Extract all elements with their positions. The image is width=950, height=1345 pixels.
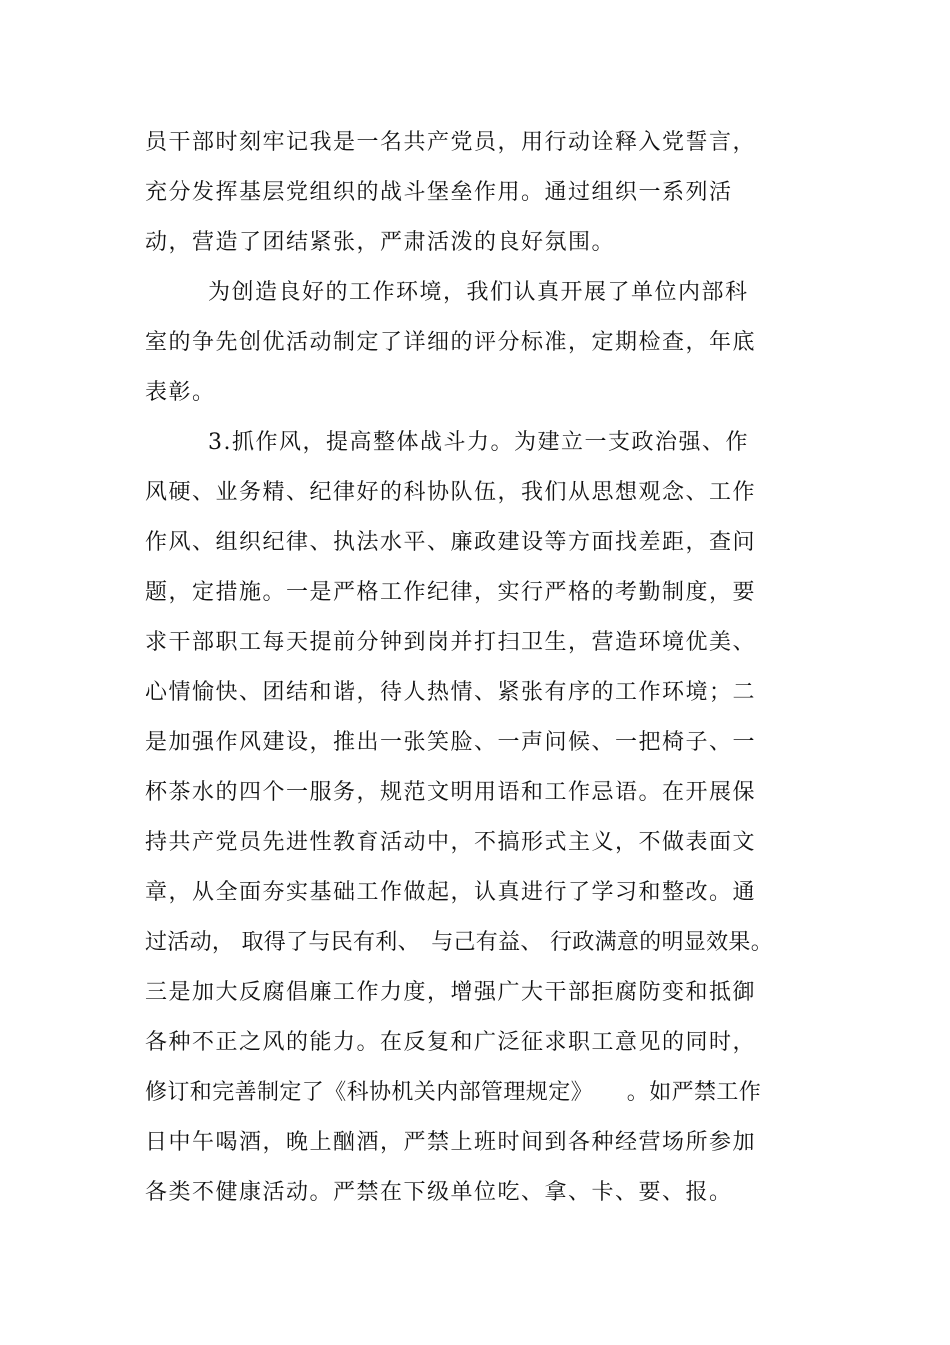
text-line: 心情愉快、团结和谐，待人热情、紧张有序的工作环境；二 [145, 680, 757, 705]
text-line: 动，营造了团结紧张，严肃活泼的良好氛围。 [145, 230, 616, 255]
text-line: 杯茶水的四个一服务，规范文明用语和工作忌语。在开展保 [145, 780, 757, 805]
text-line: 风硬、业务精、纪律好的科协队伍，我们从思想观念、工作 [145, 480, 757, 505]
text-line: 员干部时刻牢记我是一名共产党员，用行动诠释入党誓言， [145, 130, 757, 155]
text-line: 是加强作风建设，推出一张笑脸、一声问候、一把椅子、一 [145, 730, 757, 755]
text-line: 充分发挥基层党组织的战斗堡垒作用。通过组织一系列活 [145, 180, 733, 205]
text-line: 章，从全面夯实基础工作做起，认真进行了学习和整改。通 [145, 880, 757, 905]
text-line: 室的争先创优活动制定了详细的评分标准，定期检查，年底 [145, 330, 757, 355]
text-line: 日中午喝酒，晚上酗酒，严禁上班时间到各种经营场所参加 [145, 1130, 757, 1155]
text-line: 过活动， 取得了与民有利、 与己有益、 行政满意的明显效果。 [145, 930, 773, 955]
text-line: 修订和完善制定了《科协机关内部管理规定》 。如严禁工作 [145, 1080, 762, 1105]
text-line: 持共产党员先进性教育活动中，不搞形式主义，不做表面文 [145, 830, 757, 855]
text-line: 表彰。 [145, 380, 216, 405]
text-line: 各类不健康活动。严禁在下级单位吃、拿、卡、要、报。 [145, 1180, 733, 1205]
text-line: 题，定措施。一是严格工作纪律，实行严格的考勤制度，要 [145, 580, 757, 605]
text-line: 三是加大反腐倡廉工作力度，增强广大干部拒腐防变和抵御 [145, 980, 757, 1005]
text-line: 求干部职工每天提前分钟到岗并打扫卫生，营造环境优美、 [145, 630, 757, 655]
text-line: 各种不正之风的能力。在反复和广泛征求职工意见的同时， [145, 1030, 757, 1055]
paragraph-first-line: 为创造良好的工作环境，我们认真开展了单位内部科 [208, 280, 749, 305]
text-line: 作风、组织纪律、执法水平、廉政建设等方面找差距，查问 [145, 530, 757, 555]
paragraph-first-line: 3.抓作风，提高整体战斗力。为建立一支政治强、作 [208, 430, 749, 455]
